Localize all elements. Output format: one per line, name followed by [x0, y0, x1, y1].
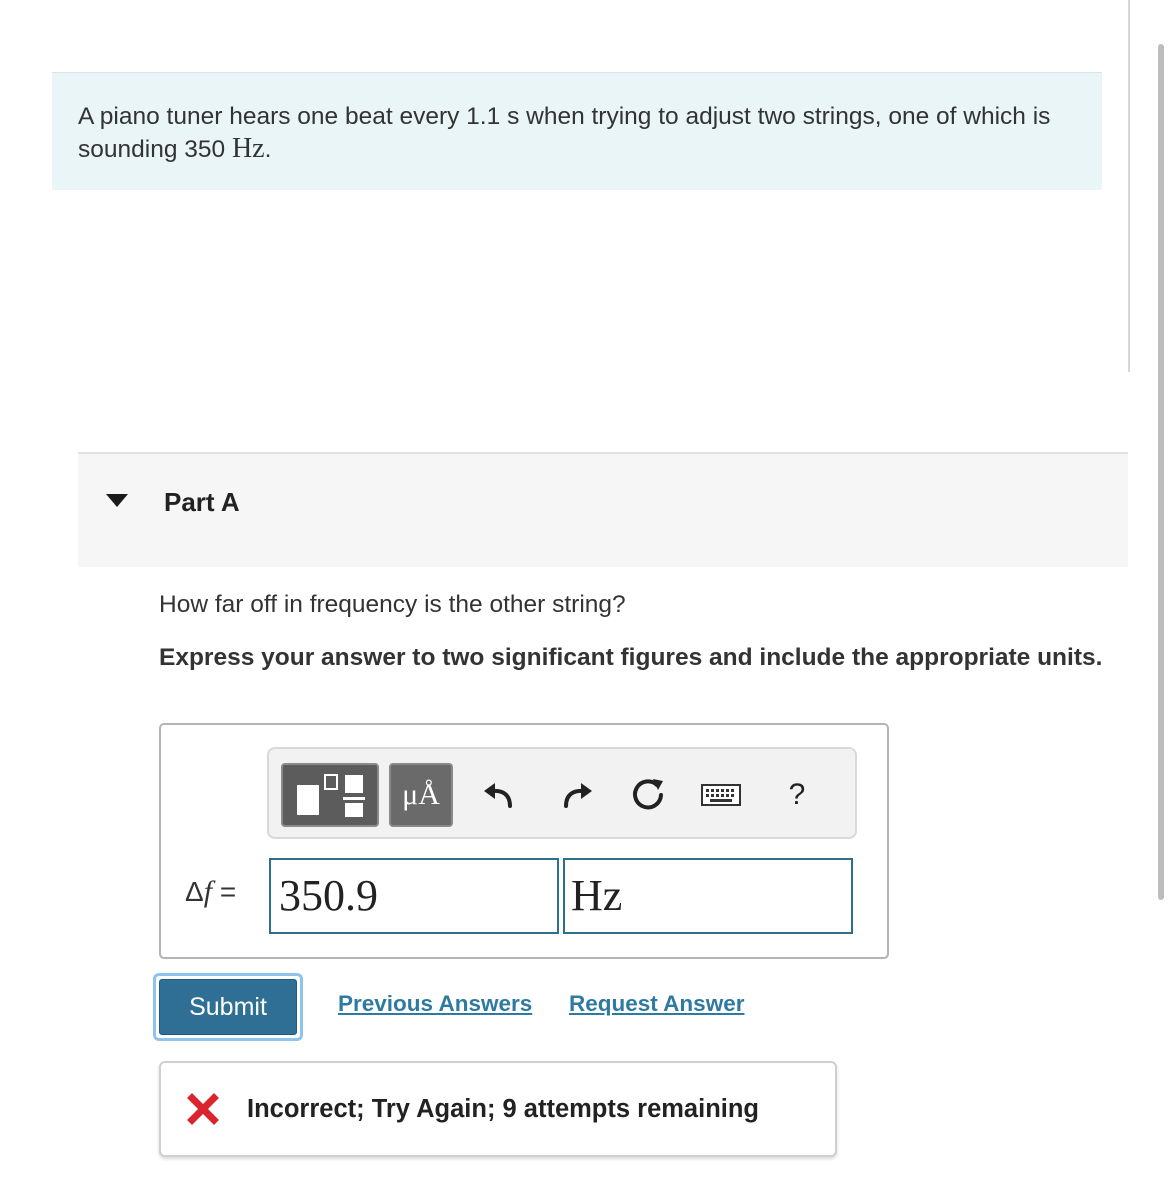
- problem-text-middle: when trying to adjust two strings, one of which is sounding 350: [78, 103, 1051, 163]
- instruction-text: Express your answer to two significant figures and include the appropriate units.: [159, 644, 1103, 671]
- value-input[interactable]: 350.9: [269, 858, 559, 934]
- submit-focus-ring: [153, 973, 303, 1041]
- variable-symbol: f: [203, 875, 213, 908]
- previous-answers-link[interactable]: Previous Answers: [338, 991, 533, 1016]
- question-text: How far off in frequency is the other string?: [159, 591, 626, 618]
- reset-button[interactable]: [627, 771, 671, 819]
- incorrect-x-icon: [187, 1093, 219, 1125]
- redo-icon: [560, 780, 594, 810]
- templates-icon: [283, 765, 381, 829]
- math-toolbar: [267, 747, 857, 839]
- keyboard-button[interactable]: [699, 771, 743, 819]
- keyboard-icon: [701, 783, 741, 807]
- templates-button[interactable]: [281, 763, 379, 827]
- reset-icon: [631, 777, 667, 813]
- scrollbar-thumb[interactable]: [1158, 44, 1164, 900]
- redo-button[interactable]: [555, 771, 599, 819]
- problem-statement: [52, 72, 1102, 190]
- collapse-caret-icon[interactable]: [106, 494, 128, 507]
- feedback-box: [159, 1061, 837, 1157]
- part-title: Part A: [164, 487, 240, 517]
- unit-seconds: s: [507, 103, 520, 130]
- problem-text-end: .: [264, 136, 272, 163]
- undo-icon: [482, 780, 516, 810]
- part-header[interactable]: [78, 452, 1128, 567]
- answer-variable-label: [185, 875, 236, 909]
- equals-sign: =: [219, 876, 237, 907]
- delta-symbol: Δ: [185, 876, 204, 907]
- unit-hertz: Hz: [231, 133, 265, 164]
- help-button[interactable]: ?: [788, 778, 806, 811]
- scrollbar-track[interactable]: [1128, 0, 1130, 372]
- submit-button[interactable]: Submit: [159, 979, 297, 1035]
- unit-input[interactable]: Hz: [563, 858, 853, 934]
- problem-text-before: A piano tuner hears one beat every 1.1: [78, 103, 508, 130]
- request-answer-link[interactable]: Request Answer: [569, 991, 745, 1016]
- answer-box: [159, 723, 889, 959]
- feedback-message: Incorrect; Try Again; 9 attempts remaining: [247, 1095, 760, 1123]
- undo-button[interactable]: [477, 771, 521, 819]
- units-button[interactable]: μÅ: [389, 763, 453, 827]
